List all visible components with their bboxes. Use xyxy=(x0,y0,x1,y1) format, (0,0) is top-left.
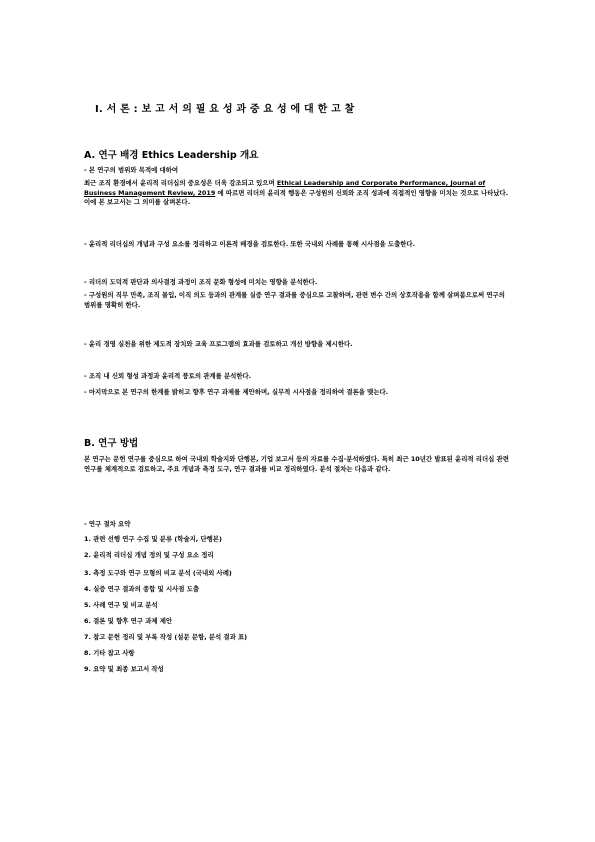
list-item: 3. 측정 도구와 연구 모형의 비교 분석 (국내외 사례) xyxy=(84,569,232,577)
list-item: 1. 관련 선행 연구 수집 및 분류 (학술지, 단행본) xyxy=(84,535,222,543)
section-a-paragraph-5: - 윤리 경영 실천을 위한 제도적 장치와 교육 프로그램의 효과를 검토하고 개선 방향을 제시한다. xyxy=(84,340,353,348)
section-a-paragraph-4: - 구성원의 직무 만족, 조직 몰입, 이직 의도 등과의 관계를 실증 연구 결과를 중심으로 고찰하며, 관련 변수 간의 상호작용을 함께 살펴봄으로써 연구의 범위를 명확히 한다. xyxy=(84,291,505,309)
section-a-paragraph-1 xyxy=(84,179,510,208)
list-item: 7. 참고 문헌 정리 및 부록 작성 (설문 문항, 분석 결과 표) xyxy=(84,633,248,641)
document-title: Ⅰ. 서 론 : 보 고 서 의 필 요 성 과 중 요 성 에 대 한 고 찰 xyxy=(95,104,355,115)
list-item: 8. 기타 참고 사항 xyxy=(84,649,135,657)
section-a-paragraph-6: - 조직 내 신뢰 형성 과정과 윤리적 풍토의 관계를 분석한다. xyxy=(84,372,252,380)
list-item: 5. 사례 연구 및 비교 분석 xyxy=(84,601,158,609)
section-a-paragraph-3: - 리더의 도덕적 판단과 의사결정 과정이 조직 문화 형성에 미치는 영향을 분석한다. xyxy=(84,278,318,286)
paragraph-text: 최근 조직 환경에서 윤리적 리더십의 중요성은 더욱 강조되고 있으며 xyxy=(84,179,277,187)
section-a-intro: - 본 연구의 범위와 목적에 대하여 xyxy=(84,166,179,174)
list-item: 6. 결론 및 향후 연구 과제 제안 xyxy=(84,617,173,625)
paragraph-text: 에 따르면 리더의 윤리적 행동은 구성원의 신뢰와 조직 성과에 직접적인 영향을 미치는 것으로 나타났다. 이에 본 보고서는 그 의미를 살펴본다. xyxy=(84,188,509,207)
list-intro: - 연구 절차 요약 xyxy=(84,520,131,528)
section-b-paragraph-1: 본 연구는 문헌 연구를 중심으로 하여 국내외 학술지와 단행본, 기업 보고서 등의 자료를 수집·분석하였다. 특히 최근 10년간 발표된 윤리적 리더십 관련 연구를 체계적으로 검토하고, 주요 개념과 측정 도구, 연구 결과를 비교 정리하였다. 분석 절차는 다음과 같다. xyxy=(84,455,509,473)
list-item: 9. 요약 및 최종 보고서 작성 xyxy=(84,665,164,673)
citation-underlined: Ethical Leadership and Corporate Performance, Journal of Business Management Review, 2019 xyxy=(84,179,486,197)
list-item: 2. 윤리적 리더십 개념 정의 및 구성 요소 정리 xyxy=(84,551,214,559)
section-a-paragraph-2: - 윤리적 리더십의 개념과 구성 요소를 정리하고 이론적 배경을 검토한다. 또한 국내외 사례를 통해 시사점을 도출한다. xyxy=(84,240,416,248)
section-a-paragraph-7: - 마지막으로 본 연구의 한계를 밝히고 향후 연구 과제를 제안하며, 실무적 시사점을 정리하여 결론을 맺는다. xyxy=(84,388,389,396)
section-b-heading: B. 연구 방법 xyxy=(84,438,139,449)
list-item: 4. 실증 연구 결과의 종합 및 시사점 도출 xyxy=(84,585,200,593)
section-a-heading: A. 연구 배경 Ethics Leadership 개요 xyxy=(84,150,259,161)
